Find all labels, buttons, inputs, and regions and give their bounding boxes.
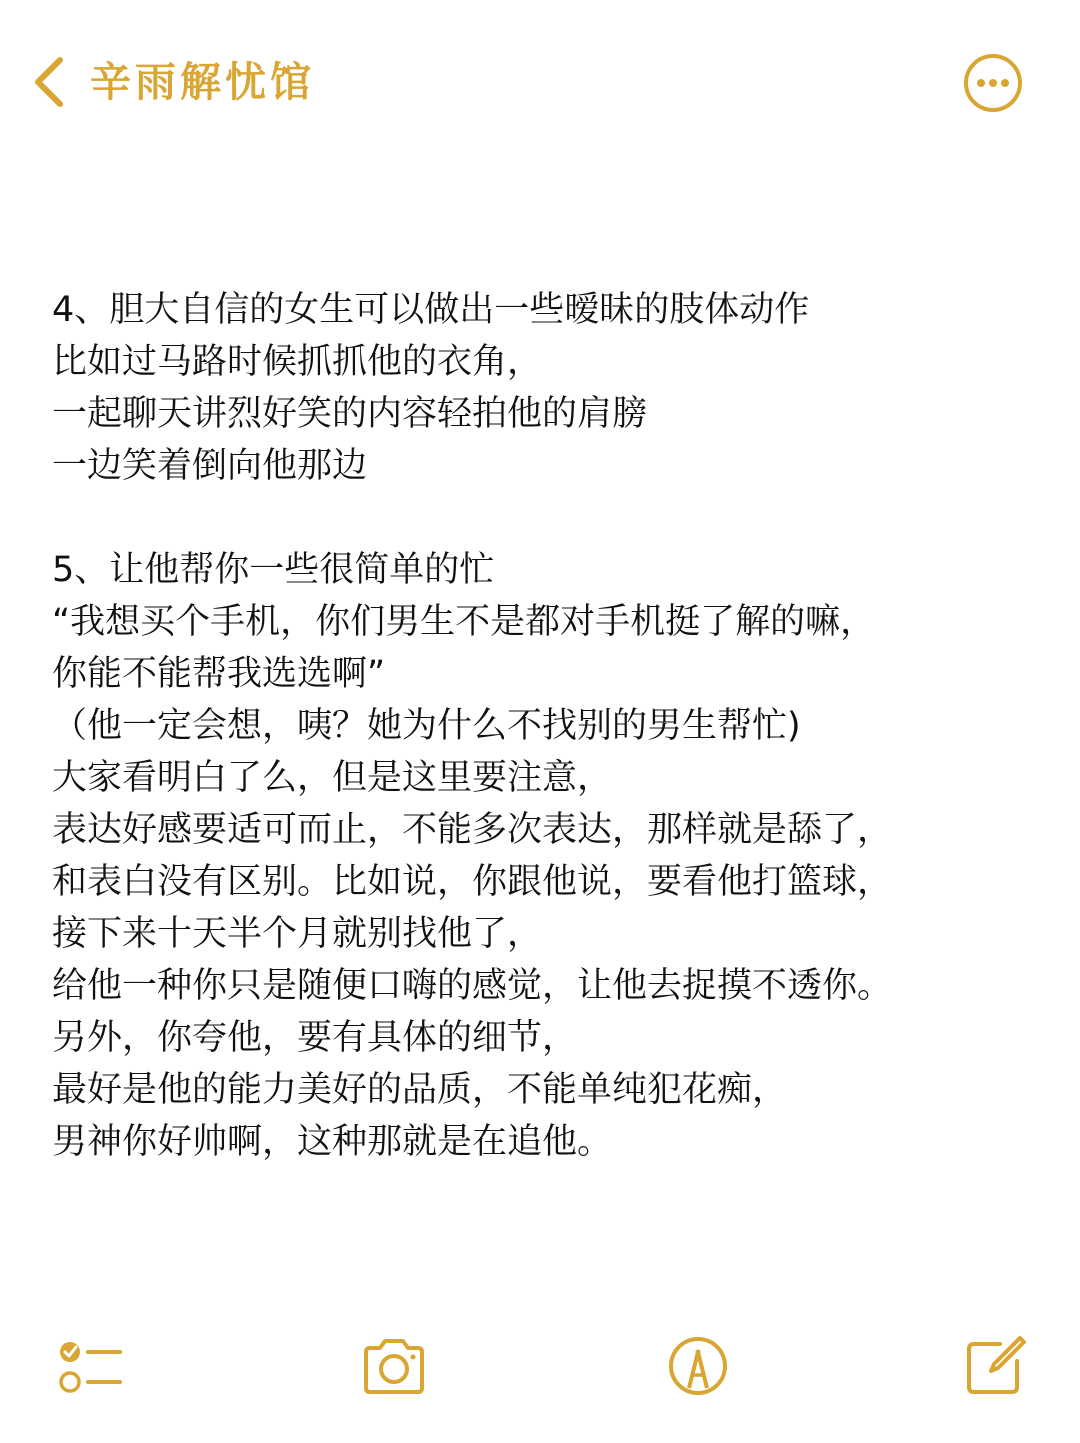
checklist-button[interactable] (56, 1330, 128, 1402)
note-header (0, 0, 1080, 170)
note-line: 给他一种你只是随便口嗨的感觉，让他去捉摸不透你。 (52, 966, 893, 1006)
note-line: 男神你好帅啊，这种那就是在追他。 (52, 1122, 613, 1162)
note-line: 你能不能帮我选选啊” (52, 654, 386, 694)
markup-button[interactable] (662, 1330, 734, 1402)
note-line: 另外，你夸他，要有具体的细节， (52, 1018, 578, 1058)
camera-icon (358, 1330, 430, 1402)
header-title[interactable]: 辛雨解忧馆 (90, 58, 315, 106)
compose-icon (960, 1330, 1032, 1402)
more-button[interactable] (962, 52, 1024, 114)
note-line: 一起聊天讲烈好笑的内容轻拍他的肩膀 (52, 394, 648, 434)
back-button[interactable] (26, 50, 82, 114)
note-line: 最好是他的能力美好的品质，不能单纯犯花痴， (52, 1070, 788, 1110)
note-line: 一边笑着倒向他那边 (52, 446, 368, 486)
checklist-icon (56, 1330, 128, 1402)
compose-button[interactable] (960, 1330, 1032, 1402)
note-line: 5、让他帮你一些很简单的忙 (52, 550, 495, 590)
more-horizontal-circle-icon (962, 52, 1024, 114)
note-blank-line (52, 492, 1032, 544)
camera-button[interactable] (358, 1330, 430, 1402)
note-line: 和表白没有区别。比如说，你跟他说，要看他打篮球， (52, 862, 893, 902)
note-line: 4、胆大自信的女生可以做出一些暧昧的肢体动作 (52, 290, 810, 330)
note-line: 大家看明白了么，但是这里要注意， (52, 758, 613, 798)
note-line: 接下来十天半个月就别找他了， (52, 914, 543, 954)
bottom-toolbar (0, 1320, 1080, 1420)
chevron-left-icon (26, 50, 82, 114)
note-line: 表达好感要适可而止，不能多次表达，那样就是舔了， (52, 810, 893, 850)
note-line: “我想买个手机，你们男生不是都对手机挺了解的嘛， (52, 602, 876, 642)
markup-pen-icon (662, 1330, 734, 1402)
note-line: 比如过马路时候抓抓他的衣角， (52, 342, 543, 382)
note-line: （他一定会想，咦？她为什么不找别的男生帮忙) (52, 706, 801, 746)
note-body[interactable] (52, 284, 1032, 1168)
